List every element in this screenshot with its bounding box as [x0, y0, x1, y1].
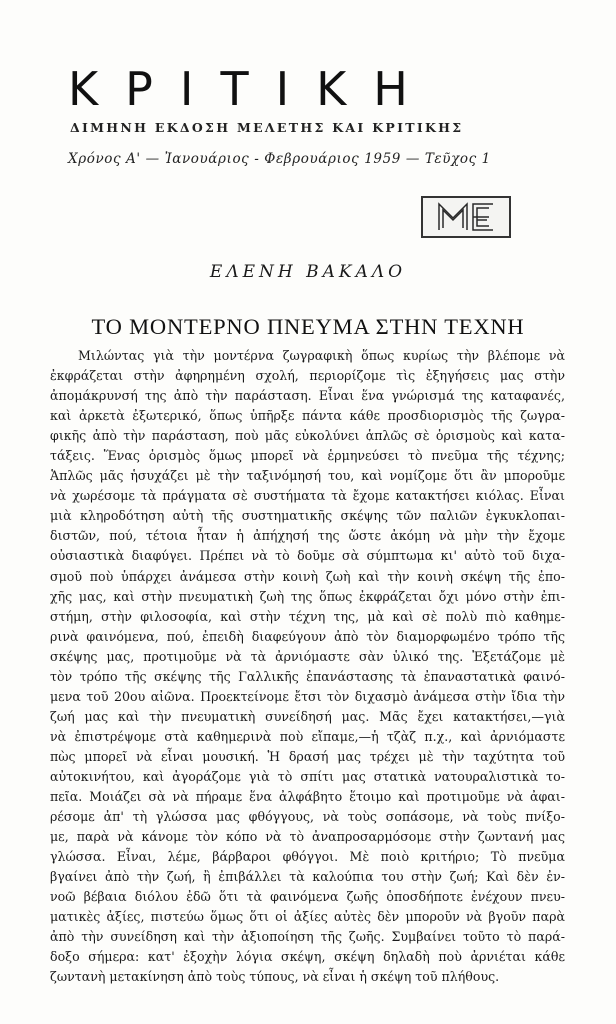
journal-subtitle: ΔΙΜΗΝΗ ΕΚΔΟΣΗ ΜΕΛΕΤΗΣ ΚΑΙ ΚΡΙΤΙΚΗΣ	[70, 120, 464, 135]
body-text-line: διστῶν, πού, τέτοια ἦταν ἡ ἀπήχησή της ὥστε ἀκόμη νὰ μὴν τὴν ἔχομε	[50, 528, 565, 544]
body-text-line: δοξο σήμερα: κατ' ἐξοχὴν λόγια σκέψη, σκέψη δηλαδὴ ποὺ ἀρνιέται κάθε	[50, 949, 565, 965]
body-text-line: νὰ χωρέσομε τὰ πράγματα σὲ συστήματα τὰ ἔχομε κατακτήσει κιόλας. Εἶναι	[50, 488, 565, 504]
body-text-line: μιὰ κληροδότηση αὐτὴ τῆς συστηματικῆς σκέψης τῶν παλιῶν ἐγκυκλοπαι-	[50, 508, 565, 524]
body-text-line: ἀπομάκρυνσή της ἀπὸ τὴν παράσταση. Εἶναι ἕνα γνώρισμά της καταφανές,	[50, 388, 565, 404]
body-text-line: στήμη, στὴν φιλοσοφία, καὶ στὴν τέχνη της, μὰ καὶ σὲ πολὺ πιὸ καθημε-	[50, 608, 565, 624]
body-text-line: αὐτοκινήτου, καὶ ἀγοράζομε γιὰ τὸ σπίτι μας στατικὰ νατουραλιστικὰ το-	[50, 768, 565, 784]
publisher-monogram-icon	[423, 198, 509, 236]
body-text-line: μενα τοῦ 20ου αἰῶνα. Προεκτείνομε ἔτσι τὸν διχασμὸ ἀνάμεσα στὴν ἴδια τὴν	[50, 688, 565, 704]
body-text-line: τάξεις. Ἕνας ὁρισμὸς ὅμως μπορεῖ νὰ ἑρμηνεύσει τὸ πνεῦμα τῆς τέχνης;	[50, 448, 565, 464]
body-text-line: βγαίνει ἀπὸ τὴν ζωή, ἢ ἐπιβάλλει τὰ καλούπια του στὴν ζωή; Καὶ δὲν ἐν-	[50, 869, 565, 885]
body-text-line: νοῶ βέβαια διόλου ἐδῶ ὅτι τὰ φαινόμενα ζωῆς ὁποσδήποτε ἐνέχουν πνευ-	[50, 889, 565, 905]
body-text-line: Μιλώντας γιὰ τὴν μοντέρνα ζωγραφικὴ ὅπως κυρίως τὴν βλέπομε νὰ	[78, 348, 565, 363]
journal-masthead: ΚΡΙΤΙΚΗ	[68, 62, 435, 116]
article-title: ΤΟ ΜΟΝΤΕΡΝΟ ΠΝΕΥΜΑ ΣΤΗΝ ΤΕΧΝΗ	[91, 314, 525, 339]
body-text-line: με, παρὰ νὰ κάνομε τὸν κόπο νὰ τὸ ἀναπροσαρμόσομε στὴν ζωντανή μας	[50, 829, 565, 845]
body-text-line: οὐσιαστικὰ διαφύγει. Πρέπει νὰ τὸ δοῦμε σὰ σύμπτωμα κι' αὐτὸ τοῦ διχα-	[50, 548, 565, 564]
body-text-line: γλώσσα. Εἶναι, λέμε, βάρβαροι φθόγγοι. Μὲ ποιὸ κριτήριο; Τὸ πνεῦμα	[50, 849, 565, 865]
body-text-line: σμοῦ ποὺ ὑπάρχει ἀνάμεσα στὴν κοινὴ ζωὴ καὶ τὴν κοινὴ σκέψη τῆς ἐπο-	[50, 568, 565, 584]
body-text-line: σκέψης μας, προτιμοῦμε νὰ τὰ ἀρνιόμαστε σὰν ὑλικό της. Ἐξετάζομε μὲ	[50, 648, 565, 664]
body-text-line: χῆς μας, καὶ στὴν πνευματικὴ ζωὴ της ὅπως ἐκφράζεται ὄχι μόνο στὴν ἐπι-	[50, 588, 565, 604]
issue-line: Χρόνος Α' — Ἰανουάριος - Φεβρουάριος 1959 — Τεῦχος 1	[68, 151, 491, 167]
article-body	[50, 346, 565, 988]
body-text-line: τὸν τρόπο τῆς σκέψης τῆς Γαλλικῆς ἐπανάστασης τὰ ἐπαναστατικὰ φαινό-	[50, 668, 565, 684]
body-text-line: ζωή μας καὶ τὴν πνευματικὴ συνείδησή μας. Μᾶς ἔχει κατακτήσει,—γιὰ	[50, 708, 565, 724]
body-text-line: καὶ ἀρκετὰ ἐξωτερικό, ὅπως ὑπῆρξε πάντα κάθε προσδιορισμὸς τῆς ζωγρα-	[50, 408, 565, 424]
publisher-logo	[421, 196, 511, 238]
body-text-line: Ἁπλῶς μᾶς ἡσυχάζει μὲ τὴν ταξινόμησή του, καὶ νομίζομε ὅτι ἂν μποροῦμε	[50, 468, 565, 484]
article-author: ΕΛΕΝΗ ΒΑΚΑΛΟ	[209, 262, 407, 282]
body-text-line: φικῆς ἀπὸ τὴν παράσταση, ποὺ μᾶς εὐκολύνει ἁπλῶς σὲ ὁρισμοὺς καὶ κατα-	[50, 428, 565, 444]
body-text-line: νὰ ἐπιστρέψομε στὰ καθημερινὰ ποὺ εἴπαμε,—ἡ τζὰζ π.χ., καὶ ἀρνιόμαστε	[50, 728, 565, 744]
body-text-line: ρινὰ φαινόμενα, πού, ἐπειδὴ διαφεύγουν ἀπὸ τὸν διαμορφωμένο τρόπο τῆς	[50, 628, 565, 644]
body-text-line: ζωντανὴ μετακίνηση ἀπὸ τοὺς τύπους, νὰ εἶναι ἡ σκέψη τοῦ πλήθους.	[50, 969, 500, 985]
body-text-line: ρέσομε ἀπ' τὴ γλώσσα μας φθόγγους, νὰ τοὺς σοπάσομε, νὰ τοὺς πνίξο-	[50, 809, 565, 825]
body-text-line: ματικὲς ἀξίες, πιστεύω ὅμως ὅτι οἱ ἀξίες αὐτὲς δὲν μποροῦν νὰ βγοῦν παρὰ	[50, 909, 565, 925]
body-text-line: πὼς μπορεῖ νὰ εἶναι μουσική. Ἡ δρασή μας τρέχει μὲ τὴν ταχύτητα τοῦ	[50, 748, 565, 764]
body-text-line: ἀπὸ τὴν συνείδηση καὶ τὴν ἀξιοποίηση τῆς ζωῆς. Συμβαίνει τοῦτο τὸ παρά-	[50, 929, 565, 945]
body-text-line: πεῖα. Μοιάζει σὰ νὰ πήραμε ἕνα ἀλφάβητο ἕτοιμο καὶ προτιμοῦμε νὰ ἀφαι-	[50, 789, 565, 805]
body-text-line: ἐκφράζεται στὴν ἀφηρημένη σχολή, περιορίζομε τὶς ἐξηγήσεις μας στὴν	[50, 368, 565, 384]
